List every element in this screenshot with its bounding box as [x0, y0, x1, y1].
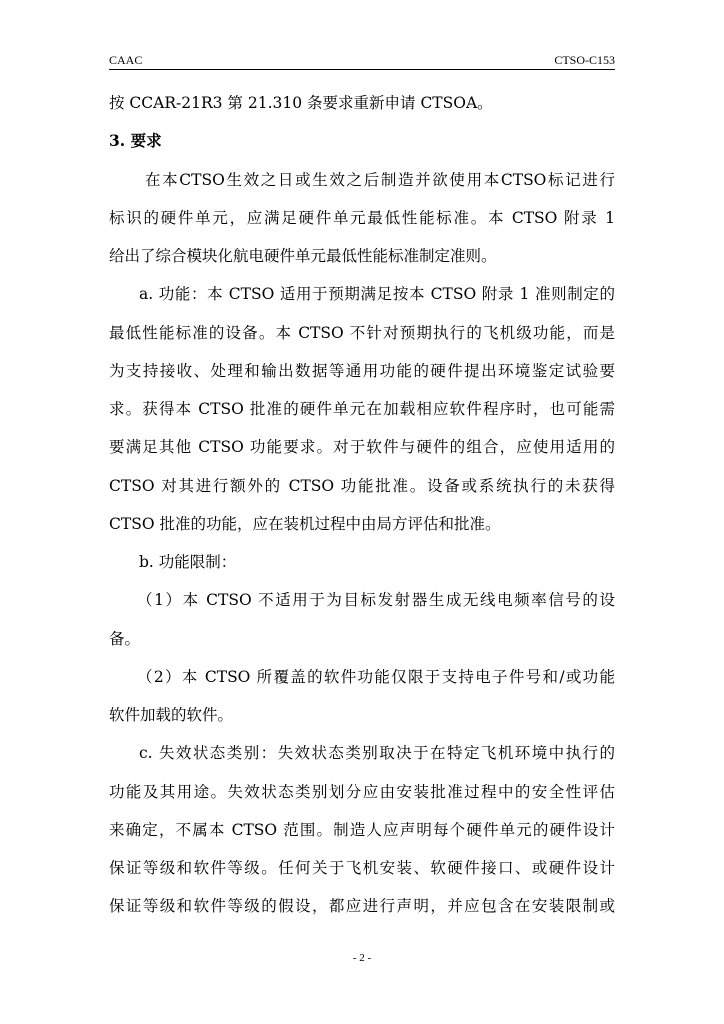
body-line: 在本CTSO生效之日或生效之后制造并欲使用本CTSO标记进行	[145, 170, 615, 189]
page-header	[109, 52, 615, 68]
body-line: 来确定，不属本 CTSO 范围。制造人应声明每个硬件单元的硬件设计	[109, 820, 615, 839]
section-heading: 3. 要求	[109, 131, 162, 151]
body-line: c. 失效状态类别：失效状态类别取决于在特定飞机环境中执行的	[139, 744, 615, 763]
body-line: （1）本 CTSO 不适用于为目标发射器生成无线电频率信号的设	[137, 591, 615, 610]
page-number: - 2 -	[352, 952, 372, 964]
body-line: 求。获得本 CTSO 批准的硬件单元在加载相应软件程序时，也可能需	[109, 400, 615, 418]
body-line: 为支持接收、处理和输出数据等通用功能的硬件提出环境鉴定试验要	[109, 361, 615, 380]
body-line: 保证等级和软件等级。任何关于飞机安装、软硬件接口、或硬件设计	[109, 859, 615, 877]
body-line: 功能及其用途。失效状态类别划分应由安装批准过程中的安全性评估	[109, 782, 615, 801]
body-line: CTSO 对其进行额外的 CTSO 功能批准。设备或系统执行的未获得	[109, 476, 615, 495]
body-line: CTSO 批准的功能，应在装机过程中由局方评估和批准。	[109, 514, 501, 533]
document-body	[109, 90, 615, 932]
header-divider	[109, 69, 615, 70]
body-line: （2）本 CTSO 所覆盖的软件功能仅限于支持电子件号和/或功能	[137, 667, 615, 686]
body-line: 保证等级和软件等级的假设，都应进行声明，并应包含在安装限制或	[109, 897, 615, 916]
body-line: 按 CCAR-21R3 第 21.310 条要求重新申请 CTSOA。	[109, 94, 493, 112]
header-organization: CAAC	[109, 53, 143, 67]
body-line: 软件加载的软件。	[109, 706, 234, 724]
body-line: 要满足其他 CTSO 功能要求。对于软件与硬件的组合，应使用适用的	[109, 438, 615, 457]
body-line: 最低性能标准的设备。本 CTSO 不针对预期执行的飞机级功能，而是	[109, 323, 615, 342]
subsection-heading: b. 功能限制：	[139, 553, 237, 571]
header-document-id: CTSO-C153	[554, 53, 615, 67]
body-line: 给出了综合模块化航电硬件单元最低性能标准制定准则。	[109, 247, 497, 265]
body-line: 标识的硬件单元，应满足硬件单元最低性能标准。本 CTSO 附录 1	[109, 208, 615, 227]
body-line: a. 功能：本 CTSO 适用于预期满足按本 CTSO 附录 1 准则制定的	[139, 285, 615, 304]
body-line: 备。	[109, 629, 141, 648]
